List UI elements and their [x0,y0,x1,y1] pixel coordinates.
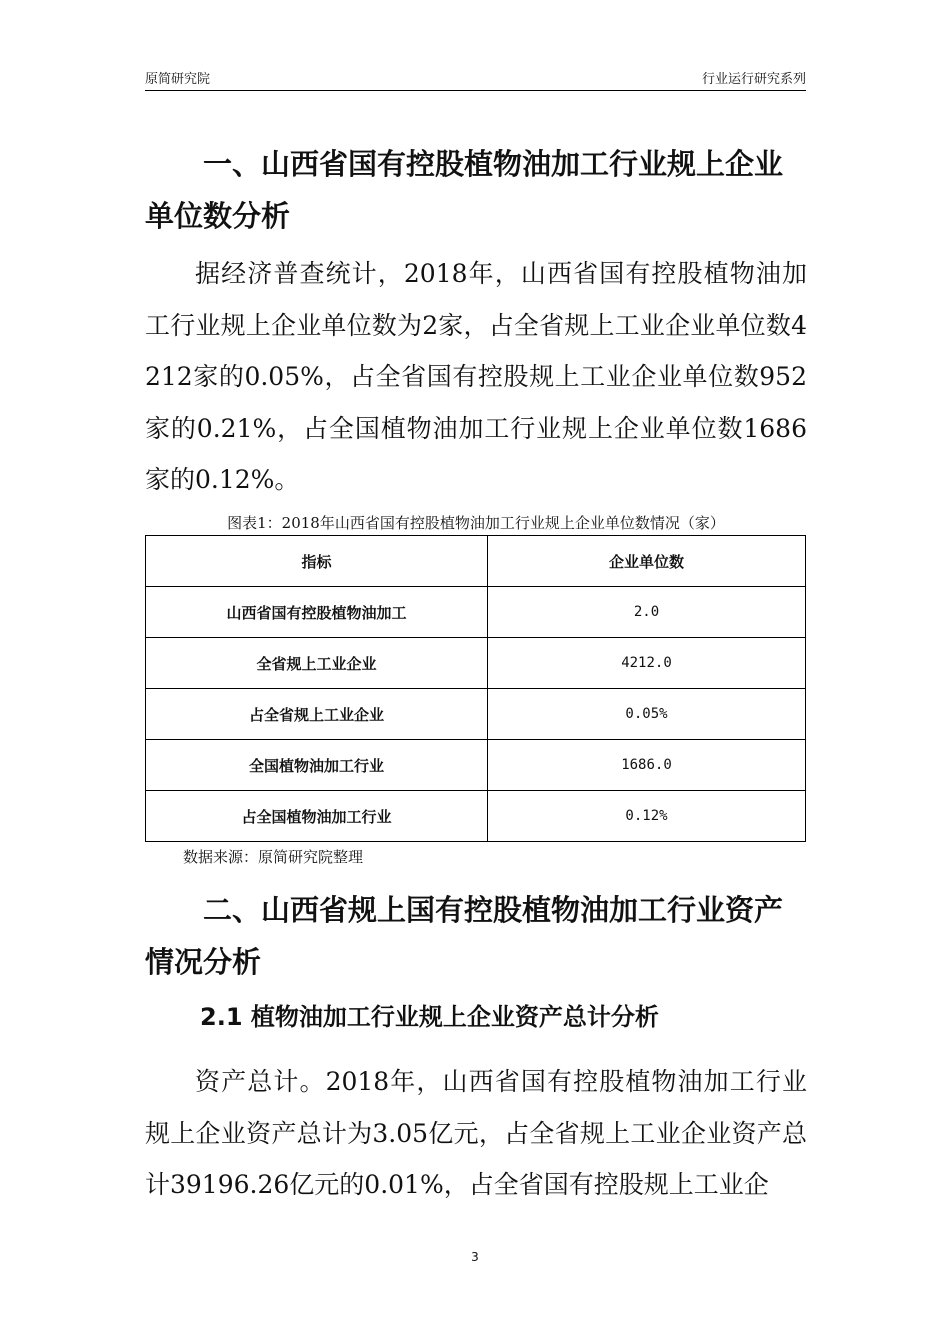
table-source: 数据来源：原简研究院整理 [183,848,364,866]
column-header: 企业单位数 [488,536,806,587]
table-row [146,791,806,842]
header-series: 行业运行研究系列 [701,72,806,87]
section2-paragraph: 资产总计。2018年，山西省国有控股植物油加工行业规上企业资产总计为3.05亿元，占全省规上工业企业资产总计39196.26亿元的0.01%，占全省国有控股规上工业企 [145,1067,807,1199]
row-value: 4212.0 [488,638,806,689]
row-value: 0.12% [488,791,806,842]
table-row [146,638,806,689]
section1-title: 一、山西省国有控股植物油加工行业规上企业单位数分析 [145,147,784,233]
section2-subtitle: 2.1 植物油加工行业规上企业资产总计分析 [200,1003,659,1031]
row-label: 占全国植物油加工行业 [146,791,488,842]
table-caption: 图表1：2018年山西省国有控股植物油加工行业规上企业单位数情况（家） [227,514,725,532]
row-label: 全省规上工业企业 [146,638,488,689]
table-header-row [146,536,806,587]
table-row [146,740,806,791]
row-value: 2.0 [488,587,806,638]
row-value: 1686.0 [488,740,806,791]
data-table [145,535,806,842]
header-org: 原简研究院 [145,72,211,87]
row-label: 占全省规上工业企业 [146,689,488,740]
table-row [146,689,806,740]
table-row [146,587,806,638]
row-value: 0.05% [488,689,806,740]
row-label: 全国植物油加工行业 [146,740,488,791]
section1-paragraph: 据经济普查统计，2018年，山西省国有控股植物油加工行业规上企业单位数为2家，占全省规上工业企业单位数4212家的0.05%，占全省国有控股规上工业企业单位数952家的0.21%，占全国植物油加工行业规上企业单位数1686家的0.12%。 [145,259,807,494]
column-header: 指标 [146,536,488,587]
page-number: 3 [471,1250,479,1264]
row-label: 山西省国有控股植物油加工 [146,587,488,638]
page-header [145,66,806,91]
section2-title: 二、山西省规上国有控股植物油加工行业资产情况分析 [145,893,784,979]
